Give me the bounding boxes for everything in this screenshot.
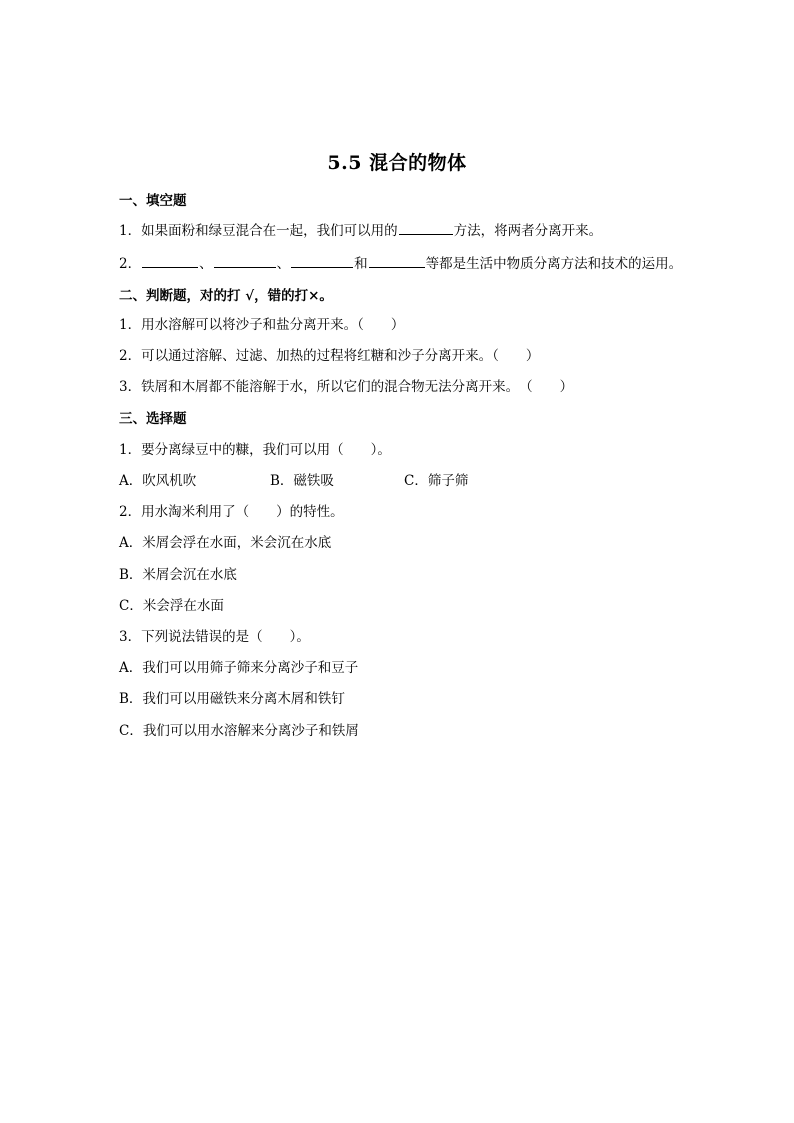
answer-blank[interactable] bbox=[142, 255, 198, 268]
section-heading-multiple-choice: 三、选择题 bbox=[119, 411, 187, 427]
answer-blank[interactable] bbox=[399, 222, 453, 235]
fill-blank-question-1 bbox=[119, 222, 602, 240]
choice-question-3-option-b: B．我们可以用磁铁来分离木屑和铁钉 bbox=[119, 691, 345, 707]
question-text: 等都是生活中物质分离方法和技术的运用。 bbox=[425, 256, 683, 272]
choice-question-1-option-b: B．磁铁吸 bbox=[270, 473, 334, 489]
page-title: 5.5 混合的物体 bbox=[327, 152, 467, 174]
question-number: 2． bbox=[119, 256, 142, 272]
choice-question-3-stem: 3．下列说法错误的是（ ）。 bbox=[119, 629, 310, 645]
answer-blank[interactable] bbox=[214, 255, 276, 268]
choice-question-2-option-b: B．米屑会沉在水底 bbox=[119, 567, 237, 583]
choice-question-2-option-c: C．米会浮在水面 bbox=[119, 598, 224, 614]
choice-question-2-stem: 2．用水淘米利用了（ ）的特性。 bbox=[119, 504, 344, 520]
choice-question-1-option-a: A．吹风机吹 bbox=[119, 473, 197, 489]
separator: 、 bbox=[199, 256, 213, 272]
true-false-question-3: 3．铁屑和木屑都不能溶解于水，所以它们的混合物无法分离开来。 （ ） bbox=[119, 379, 574, 395]
separator: 、 bbox=[276, 256, 291, 272]
section-heading-fill-blank: 一、填空题 bbox=[119, 193, 187, 209]
choice-question-3-option-c: C．我们可以用水溶解来分离沙子和铁屑 bbox=[119, 723, 359, 739]
separator: 和 bbox=[354, 256, 368, 272]
fill-blank-question-2 bbox=[119, 255, 682, 273]
choice-question-3-option-a: A．我们可以用筛子筛来分离沙子和豆子 bbox=[119, 660, 359, 676]
answer-blank[interactable] bbox=[291, 255, 353, 268]
question-text: 方法，将两者分离开来。 bbox=[453, 223, 603, 239]
choice-question-2-option-a: A．米屑会浮在水面，米会沉在水底 bbox=[119, 535, 332, 551]
choice-question-1-option-c: C．筛子筛 bbox=[404, 473, 469, 489]
choice-question-1-stem: 1．要分离绿豆中的糠，我们可以用（ ）。 bbox=[119, 442, 391, 458]
true-false-question-2: 2．可以通过溶解、过滤、加热的过程将红糖和沙子分离开来。（ ） bbox=[119, 348, 540, 364]
section-heading-true-false: 二、判断题，对的打 √，错的打×。 bbox=[119, 288, 333, 304]
question-text: 1．如果面粉和绿豆混合在一起，我们可以用的 bbox=[119, 223, 398, 239]
answer-blank[interactable] bbox=[369, 255, 425, 268]
true-false-question-1: 1．用水溶解可以将沙子和盐分离开来。（ ） bbox=[119, 317, 405, 333]
